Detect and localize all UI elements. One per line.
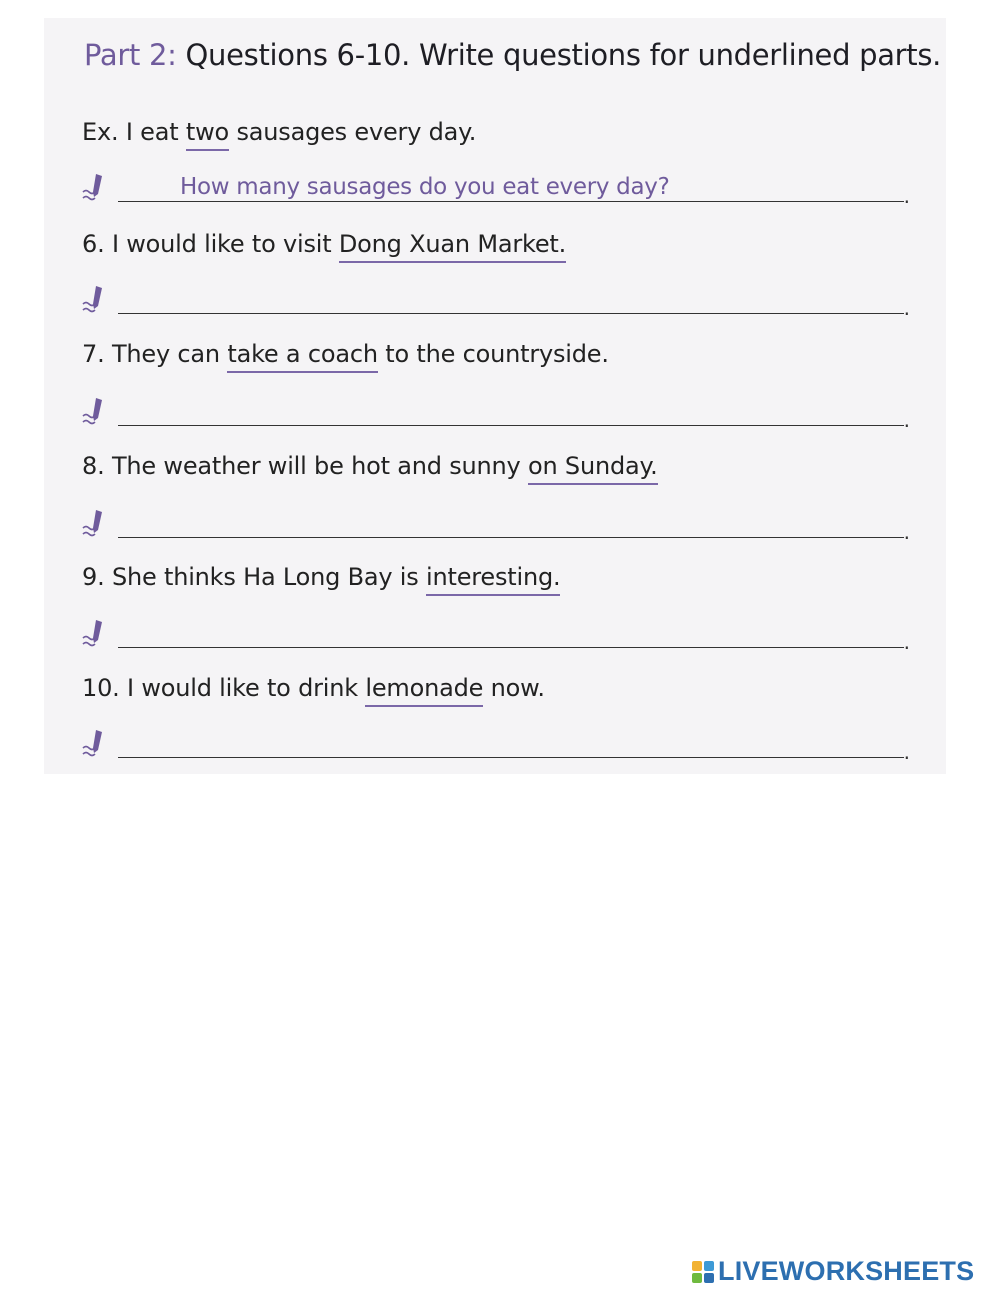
question-underlined: interesting. (426, 564, 560, 596)
line-end-dot: . (903, 184, 910, 208)
answer-input-8[interactable] (126, 508, 894, 536)
answer-line-7 (80, 394, 910, 432)
question-7 (82, 340, 609, 373)
answer-underline (118, 313, 904, 314)
worksheet (44, 18, 946, 774)
pencil-icon (80, 616, 110, 648)
question-underlined: lemonade (365, 675, 483, 707)
answer-underline (118, 757, 904, 758)
example-text-before: I eat (125, 118, 179, 146)
part-label: Part 2: (84, 38, 177, 72)
question-number: 8. (82, 452, 105, 480)
question-9 (82, 563, 560, 596)
example-question (82, 118, 476, 151)
pencil-icon (80, 726, 110, 758)
example-number: Ex. (82, 118, 119, 146)
question-number: 9. (82, 563, 105, 591)
brand-name: LIVEWORKSHEETS (718, 1256, 975, 1286)
question-text-before: She thinks Ha Long Bay is (111, 563, 419, 591)
question-10 (82, 674, 545, 707)
liveworksheets-logo-icon (692, 1261, 714, 1283)
example-answer: How many sausages do you eat every day? (180, 174, 670, 200)
question-underlined: on Sunday. (528, 453, 658, 485)
liveworksheets-brand (692, 1256, 974, 1287)
example-answer-line (80, 170, 910, 208)
question-text-after: to the countryside. (385, 340, 609, 368)
line-end-dot: . (903, 630, 910, 654)
answer-line-6 (80, 282, 910, 320)
question-number: 6. (82, 230, 105, 258)
line-end-dot: . (903, 740, 910, 764)
answer-line-9 (80, 616, 910, 654)
question-8 (82, 452, 658, 485)
answer-line-10 (80, 726, 910, 764)
question-underlined: Dong Xuan Market. (339, 231, 566, 263)
question-number: 7. (82, 340, 105, 368)
question-text-before: They can (111, 340, 220, 368)
pencil-icon (80, 506, 110, 538)
example-text-after: sausages every day. (236, 118, 477, 146)
question-text-before: The weather will be hot and sunny (111, 452, 521, 480)
answer-input-6[interactable] (126, 284, 894, 312)
answer-underline (118, 201, 904, 202)
question-text-before: I would like to drink (127, 674, 358, 702)
line-end-dot: . (903, 520, 910, 544)
answer-underline (118, 537, 904, 538)
answer-input-7[interactable] (126, 396, 894, 424)
question-text-before: I would like to visit (111, 230, 332, 258)
line-end-dot: . (903, 296, 910, 320)
page-title (84, 38, 941, 72)
question-number: 10. (82, 674, 120, 702)
answer-input-10[interactable] (126, 728, 894, 756)
line-end-dot: . (903, 408, 910, 432)
pencil-icon (80, 282, 110, 314)
question-6 (82, 230, 566, 263)
example-underlined: two (186, 119, 229, 151)
pencil-icon (80, 394, 110, 426)
question-text-after: now. (490, 674, 545, 702)
question-underlined: take a coach (227, 341, 377, 373)
answer-underline (118, 425, 904, 426)
answer-line-8 (80, 506, 910, 544)
pencil-icon (80, 170, 110, 202)
answer-input-9[interactable] (126, 618, 894, 646)
instruction-text: Questions 6-10. Write questions for underlined parts. (185, 38, 942, 72)
answer-underline (118, 647, 904, 648)
